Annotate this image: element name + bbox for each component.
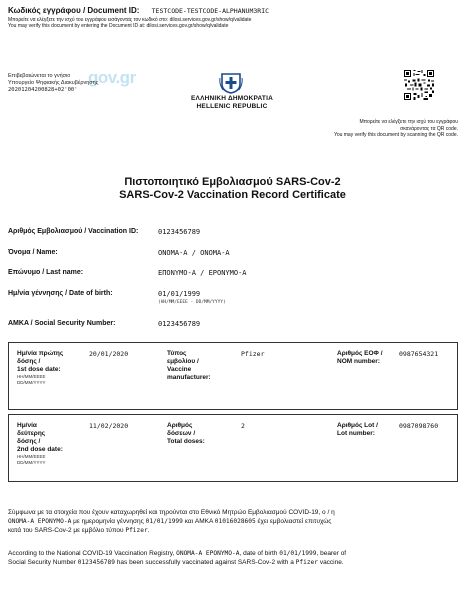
signature-date: 20201204200828+02'00' [8,87,78,93]
lot-number-value: 0987098760 [399,422,439,430]
lot-number-label: Αριθμός Lot / Lot number: [337,422,378,437]
verify-id-note-en: You may verify this document by entering the Document ID at: dilosi.services.gov.gr/show/q/validate [8,23,229,29]
nom-number-label: Αριθμός ΕΟΦ / NOM number: [337,350,383,365]
amka-label: AMKA / Social Security Number: [8,320,116,327]
republic-name-gr: ΕΛΛΗΝΙΚΗ ΔΗΜΟΚΡΑΤΙΑ [191,95,273,102]
nom-number-value: 0987654321 [399,350,439,358]
document-id [8,6,269,15]
qr-code-icon[interactable] [404,70,434,100]
vaccination-id-label: Αριθμός Εμβολιασμού / Vaccination ID: [8,228,139,235]
document-id-label: Κωδικός εγγράφου / Document ID: [8,6,140,15]
amka-value: 0123456789 [158,320,201,328]
date-of-birth-format: (HH/MM/EEEE - DD/MM/YYYY) [158,300,226,305]
name-value: ONOMA-A / ONOMA-A [158,249,230,257]
govgr-watermark: gov.gr [88,68,136,87]
date-of-birth-value: 01/01/1999 [158,290,201,298]
second-dose-date-label: Ημ/νία δεύτερης δόσης / 2nd dose date: HH/MM/EEEE DD/MM/YYYY [17,422,63,465]
vaccine-manufacturer-label: Τύπος εμβολίου / Vaccine manufacturer: [167,350,211,381]
signature-line-2: Υπουργείο Ψηφιακής Διακυβέρνησης [8,80,99,86]
first-dose-date-value: 20/01/2020 [89,350,129,358]
republic-name-en: HELLENIC REPUBLIC [196,103,268,110]
statement-gr: Σύμφωνα με τα στοιχεία που έχουν καταχωρηθεί και τηρούνται στο Εθνικό Μητρώο Εμβολιασμού COVID-19, ο / η ONOMA-A EPONYMO-A με ημερομηνία γέννησης 01/01/1999 και AMKA 01016028605 έχει εμβολιαστεί επιτυχώς κατά του SARS-Cov-2 με εμβόλιο τύπου Pfizer. [8,509,335,534]
second-dose-date-value: 11/02/2020 [89,422,129,430]
qr-note-en: You may verify this document by scanning the QR code. [333,132,458,138]
first-dose-date-label: Ημ/νία πρώτης δόσης / 1st dose date: HH/MM/EEEE DD/MM/YYYY [17,350,64,385]
verify-id-note-gr: Μπορείτε να ελέγξετε την ισχύ του εγγράφου εισάγοντας τον κωδικό στο: dilosi.services.gov.gr/show/q/validate [8,17,252,23]
signature-block [8,73,98,94]
date-of-birth-label: Ημ/νία γέννησης / Date of birth: [8,290,113,297]
qr-note-gr: Μπορείτε να ελέγξετε την ισχύ του εγγράφου σκανάροντας τα QR code. [359,119,458,132]
vaccine-manufacturer-value: Pfizer [241,350,265,358]
document-id-value[interactable]: TESTCODE-TESTCODE-ALPHANUM3RIC [151,7,270,15]
signature-line-1: Επιβεβαιώνεται το γνήσιο [8,73,71,79]
certificate-title-en: SARS-Cov-2 Vaccination Record Certificate [119,189,346,201]
vaccination-id-value: 0123456789 [158,228,201,236]
second-dose-box [8,414,458,482]
statement-en: According to the National COVID-19 Vaccination Registry, ONOMA-A EPONYMO-A, date of birth 01/01/1999, bearer of Social Security Number 0123456789 has been successfully vaccinated against SARS-Cov-2 with a Pfizer vaccine. [8,550,347,566]
hellenic-emblem-icon [219,72,243,94]
name-label: Όνομα / Name: [8,249,58,256]
last-name-value: ΕΠΟΝΥΜΟ-Α / EPONYMO-A [158,269,247,277]
total-doses-value: 2 [241,422,245,430]
certificate-title-gr: Πιστοποιητικό Εμβολιασμού SARS-Cov-2 [124,176,341,188]
last-name-label: Επώνυμο / Last name: [8,269,84,276]
total-doses-label: Αριθμός δόσεων / Total doses: [167,422,205,445]
first-dose-box [8,342,458,410]
